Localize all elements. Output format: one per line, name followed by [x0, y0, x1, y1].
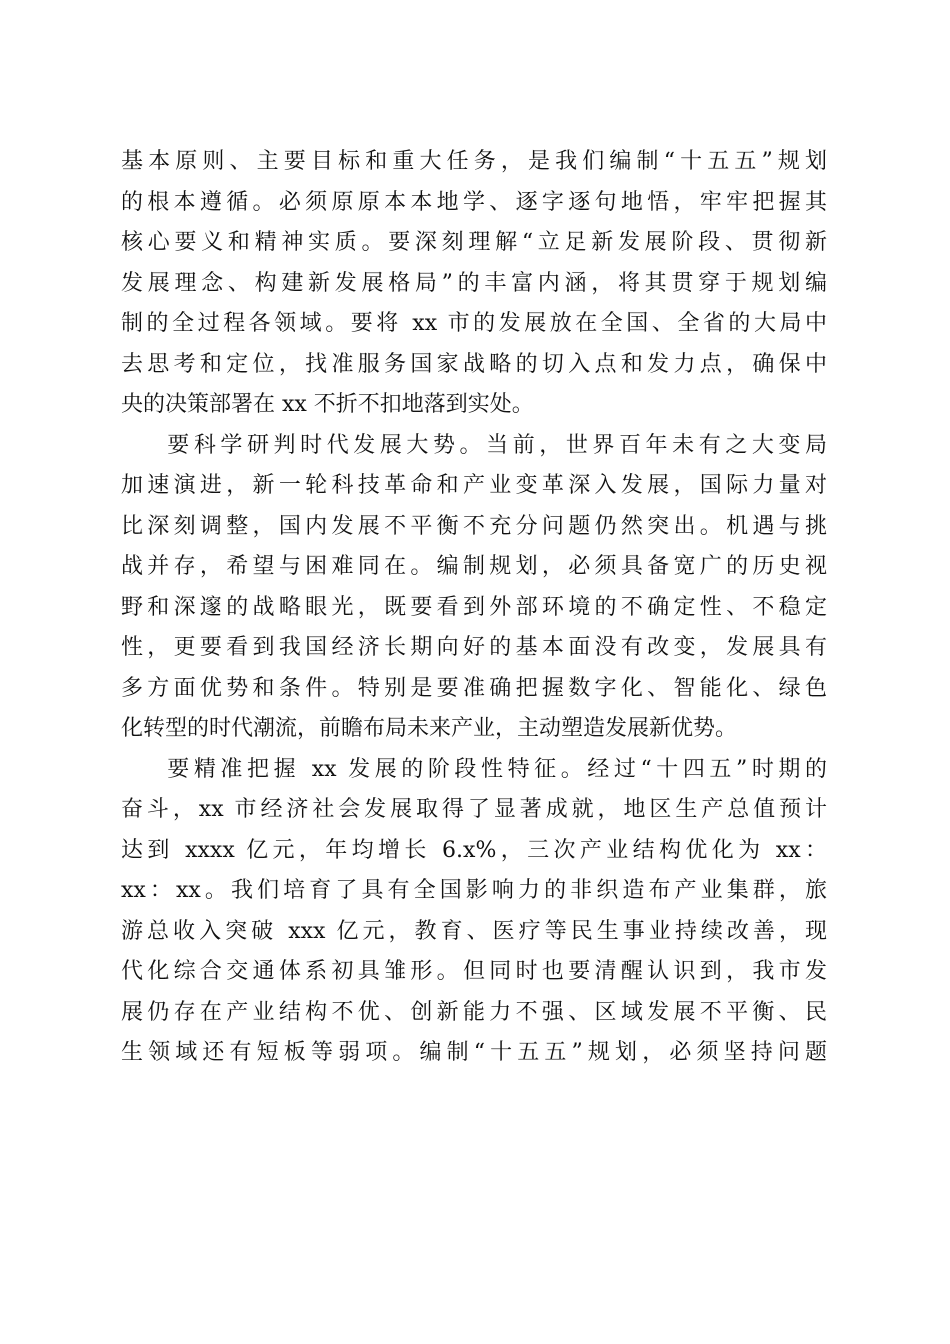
paragraph — [121, 142, 827, 426]
text-line: 发展理念、构建新发展格局”的丰富内涵，将其贯穿于规划编 — [121, 270, 827, 296]
text-line: 去思考和定位，找准服务国家战略的切入点和发力点，确保中 — [121, 351, 827, 377]
text-line: 野和深邃的战略眼光，既要看到外部环境的不确定性、不稳定 — [121, 594, 827, 620]
text-line: 性，更要看到我国经济长期向好的基本面没有改变，发展具有 — [121, 635, 827, 660]
text-line: 制的全过程各领域。要将 xx 市的发展放在全国、全省的大局中 — [121, 311, 827, 336]
document-body — [121, 142, 827, 1074]
text-line: 加速演进，新一轮科技革命和产业变革深入发展，国际力量对 — [121, 473, 827, 498]
text-line: 要精准把握 xx 发展的阶段性特征。经过“十四五”时期的 — [121, 756, 827, 782]
text-line: 达到 xxxx 亿元，年均增长 6.x%，三次产业结构优化为 xx： — [121, 837, 827, 863]
text-line: 央的决策部署在 xx 不折不扣地落到实处。 — [121, 392, 534, 417]
paragraph — [121, 750, 827, 1074]
text-line: 要科学研判时代发展大势。当前，世界百年未有之大变局 — [121, 432, 827, 458]
text-line: 代化综合交通体系初具雏形。但同时也要清醒认识到，我市发 — [121, 959, 827, 984]
text-line: 战并存，希望与困难同在。编制规划，必须具备宽广的历史视 — [121, 554, 827, 579]
text-line: 的根本遵循。必须原原本本地学、逐字逐句地悟，牢牢把握其 — [121, 189, 827, 215]
text-line: 游总收入突破 xxx 亿元，教育、医疗等民生事业持续改善，现 — [121, 918, 827, 944]
text-line: 比深刻调整，国内发展不平衡不充分问题仍然突出。机遇与挑 — [121, 513, 827, 539]
text-line: 多方面优势和条件。特别是要准确把握数字化、智能化、绿色 — [121, 675, 827, 701]
paragraph — [121, 426, 827, 750]
text-line: xx：xx。我们培育了具有全国影响力的非织造布产业集群，旅 — [121, 878, 827, 903]
text-line: 生领域还有短板等弱项。编制“十五五”规划，必须坚持问题 — [121, 1040, 827, 1065]
text-line: 化转型的时代潮流，前瞻布局未来产业，主动塑造发展新优势。 — [121, 716, 738, 741]
text-line: 核心要义和精神实质。要深刻理解“立足新发展阶段、贯彻新 — [121, 230, 827, 255]
text-line: 展仍存在产业结构不优、创新能力不强、区域发展不平衡、民 — [121, 999, 827, 1025]
text-line: 基本原则、主要目标和重大任务，是我们编制“十五五”规划 — [121, 149, 827, 174]
text-line: 奋斗，xx 市经济社会发展取得了显著成就，地区生产总值预计 — [121, 797, 827, 822]
